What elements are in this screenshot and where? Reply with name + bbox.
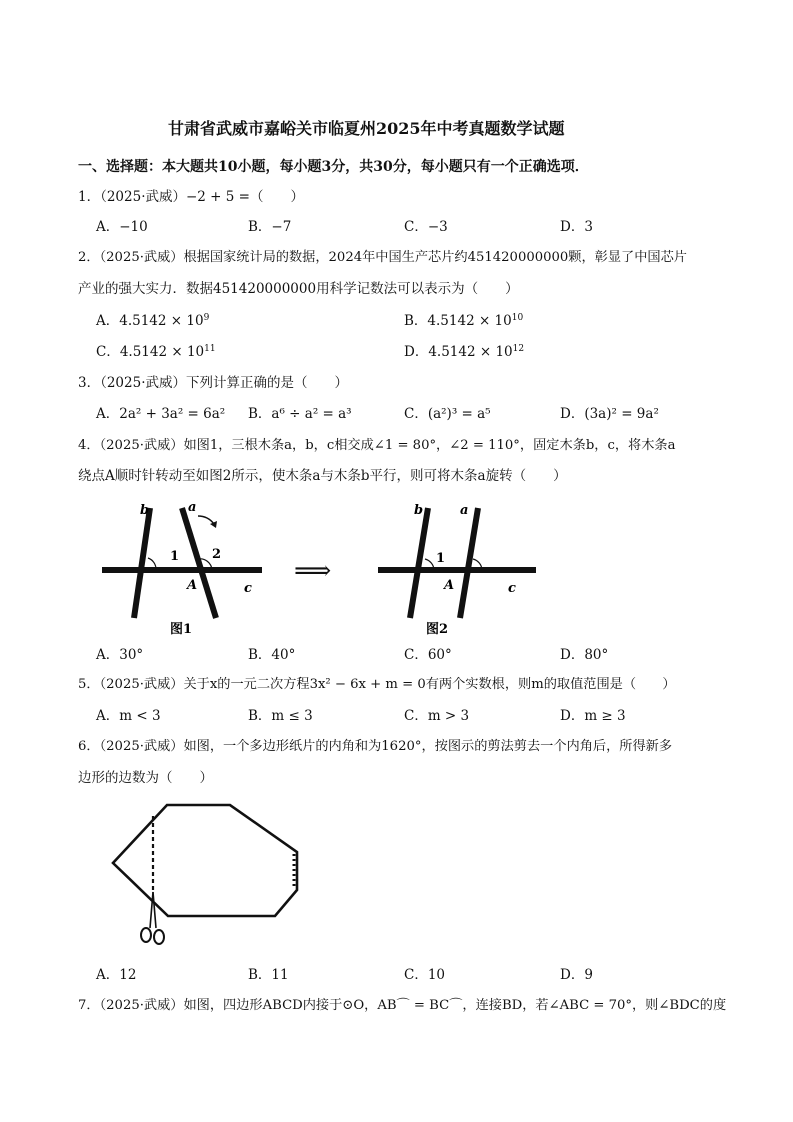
section-heading: 一、选择题：本大题共10小题，每小题3分，共30分，每小题只有一个正确选项． <box>78 159 589 175</box>
q7-stem: 7．（2025·武威）如图，四边形ABCD内接于⊙O，AB⌒ = BC⌒，连接BD，若∠ABC = 70°，则∠BDC的度 <box>78 998 727 1013</box>
q3-option-a: A．2a² + 3a² = 6a² <box>96 406 226 422</box>
q1-option-b: B．−7 <box>248 219 292 235</box>
fig1-label-A: A <box>187 578 198 593</box>
fig1-label-a: a <box>188 500 197 515</box>
q1-option-d: D．3 <box>560 219 593 235</box>
q2-stem-line1: 2．（2025·武威）根据国家统计局的数据，2024年中国生产芯片约451420000000颗，彰显了中国芯片 <box>78 250 687 265</box>
q4-figure-1 <box>100 500 280 640</box>
fig2-label-b: b <box>414 503 424 518</box>
q2-stem-line2: 产业的强大实力．数据451420000000用科学记数法可以表示为（ ） <box>78 281 519 297</box>
fig1-label-2: 2 <box>212 547 222 562</box>
q5-option-d: D．m ≥ 3 <box>560 708 626 724</box>
fig1-label-c: c <box>244 581 252 596</box>
q6-option-b: B．11 <box>248 967 289 983</box>
q5-option-b: B．m ≤ 3 <box>248 708 313 724</box>
fig2-label-a: a <box>460 503 469 518</box>
q2-option-a: A．$4.5142 \times 10^9$ <box>96 313 210 329</box>
q4-option-a: A．30° <box>96 647 144 663</box>
q6-option-d: D．9 <box>560 967 593 983</box>
q3-option-d: D．(3a)² = 9a² <box>560 406 659 422</box>
q4-figure-2 <box>376 500 556 640</box>
fig2-caption: 图2 <box>426 622 449 637</box>
fig2-label-1: 1 <box>436 551 446 566</box>
fig1-label-1: 1 <box>170 549 180 564</box>
q4-option-b: B．40° <box>248 647 296 663</box>
q2-option-c: C．$4.5142 \times 10^{11}$ <box>96 344 216 360</box>
q2-option-b: B．$4.5142 \times 10^{10}$ <box>404 313 524 329</box>
q6-polygon-figure <box>105 800 305 960</box>
q6-option-a: A．12 <box>96 967 137 983</box>
q4-option-d: D．80° <box>560 647 609 663</box>
q5-stem: 5．（2025·武威）关于x的一元二次方程3x² − 6x + m = 0有两个实数根，则m的取值范围是（ ） <box>78 677 676 692</box>
q1-option-a: A．−10 <box>96 219 148 235</box>
q1-option-c: C．−3 <box>404 219 448 235</box>
q6-option-c: C．10 <box>404 967 446 983</box>
q1-stem: 1．（2025·武威）−2 + 5 =（ ） <box>78 189 304 205</box>
q4-stem-line1: 4．（2025·武威）如图1，三根木条a，b，c相交成∠1 = 80°，∠2 = 110°，固定木条b，c，将木条a <box>78 438 676 453</box>
q3-option-c: C．(a²)³ = a⁵ <box>404 406 491 422</box>
fig2-label-A: A <box>444 578 455 593</box>
fig2-label-c: c <box>508 581 516 596</box>
q5-option-a: A．m < 3 <box>96 708 161 724</box>
q5-option-c: C．m > 3 <box>404 708 470 724</box>
fig1-label-b: b <box>140 503 150 518</box>
q4-stem-line2: 绕点A顺时针转动至如图2所示，使木条a与木条b平行，则可将木条a旋转（ ） <box>78 468 567 484</box>
q2-option-d: D．$4.5142 \times 10^{12}$ <box>404 344 525 360</box>
q3-stem: 3．（2025·武威）下列计算正确的是（ ） <box>78 375 348 391</box>
q6-stem-line2: 边形的边数为（ ） <box>78 770 213 786</box>
fig1-caption: 图1 <box>170 622 193 637</box>
transform-arrow: ⟹ <box>294 556 332 586</box>
page-title: 甘肃省武威市嘉峪关市临夏州2025年中考真题数学试题 <box>168 119 565 138</box>
q3-option-b: B．a⁶ ÷ a² = a³ <box>248 406 352 422</box>
q6-stem-line1: 6．（2025·武威）如图，一个多边形纸片的内角和为1620°，按图示的剪法剪去一个内角后，所得新多 <box>78 739 673 754</box>
q4-option-c: C．60° <box>404 647 452 663</box>
